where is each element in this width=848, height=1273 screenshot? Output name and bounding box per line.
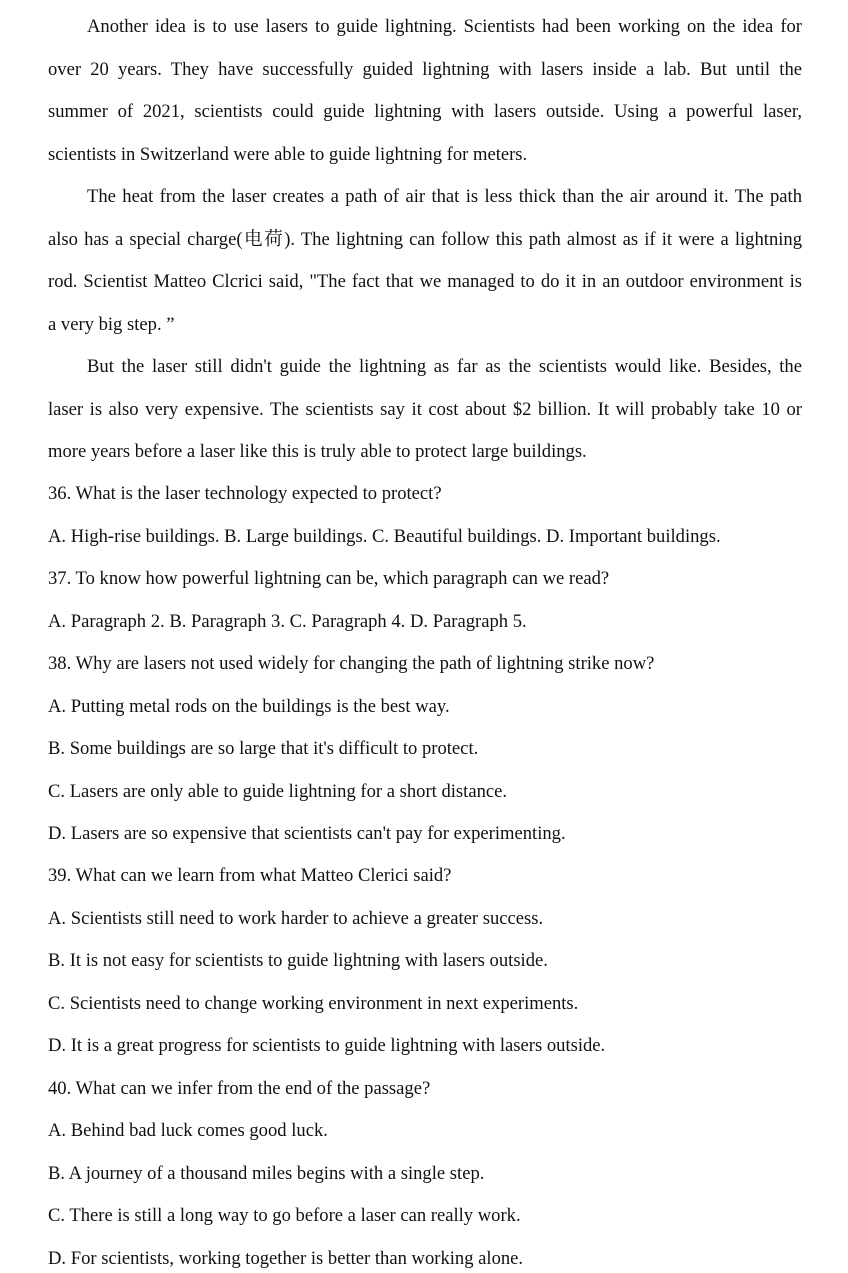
question-stem: 37. To know how powerful lightning can be, which paragraph can we read? [48,568,610,589]
paragraph-line: over 20 years. They have successfully guided lightning with lasers inside a lab. But until the [48,59,802,80]
question-stem: 36. What is the laser technology expected to protect? [48,483,442,504]
question-option: D. Lasers are so expensive that scientists can't pay for experimenting. [48,823,566,844]
paragraph-line: more years before a laser like this is truly able to protect large buildings. [48,441,587,462]
question-option: D. It is a great progress for scientists to guide lightning with lasers outside. [48,1035,606,1056]
paragraph-line: summer of 2021, scientists could guide lightning with lasers outside. Using a powerful laser, [48,101,802,122]
question-option: A. High-rise buildings. B. Large buildings. C. Beautiful buildings. D. Important buildings. [48,526,721,547]
question-option: B. A journey of a thousand miles begins with a single step. [48,1163,485,1184]
question-option: C. Scientists need to change working environment in next experiments. [48,993,579,1014]
paragraph-line: also has a special charge(电荷). The lightning can follow this path almost as if it were a lightning [48,229,802,250]
paragraph-line: laser is also very expensive. The scientists say it cost about $2 billion. It will probably take 10 or [48,399,802,420]
paragraph-line: But the laser still didn't guide the lightning as far as the scientists would like. Besides, the [87,356,802,377]
question-option: A. Paragraph 2. B. Paragraph 3. C. Paragraph 4. D. Paragraph 5. [48,611,527,632]
question-option: B. It is not easy for scientists to guide lightning with lasers outside. [48,950,548,971]
question-option: C. There is still a long way to go before a laser can really work. [48,1205,521,1226]
question-option: B. Some buildings are so large that it's difficult to protect. [48,738,479,759]
question-option: D. For scientists, working together is better than working alone. [48,1248,524,1269]
paragraph-line: scientists in Switzerland were able to guide lightning for meters. [48,144,528,165]
paragraph-line: The heat from the laser creates a path of air that is less thick than the air around it. The path [87,186,802,207]
question-option: A. Behind bad luck comes good luck. [48,1120,328,1141]
paragraph-line: Another idea is to use lasers to guide lightning. Scientists had been working on the idea for [87,16,802,37]
question-stem: 39. What can we learn from what Matteo Clerici said? [48,865,452,886]
question-stem: 40. What can we infer from the end of the passage? [48,1078,431,1099]
question-option: A. Putting metal rods on the buildings is the best way. [48,696,450,717]
question-option: A. Scientists still need to work harder to achieve a greater success. [48,908,544,929]
question-option: C. Lasers are only able to guide lightning for a short distance. [48,781,508,802]
paragraph-line: rod. Scientist Matteo Clcrici said, "The fact that we managed to do it in an outdoor environment is [48,271,802,292]
question-stem: 38. Why are lasers not used widely for changing the path of lightning strike now? [48,653,655,674]
paragraph-line: a very big step. ” [48,314,175,335]
